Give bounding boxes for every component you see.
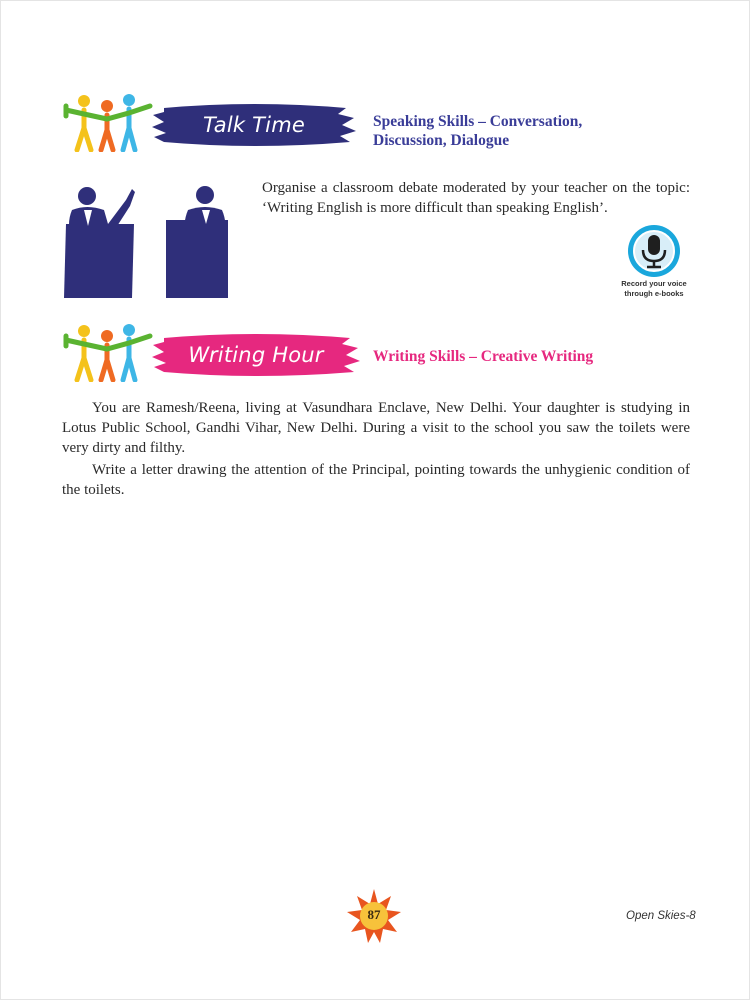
page-number: 87: [367, 907, 381, 922]
speaking-skills-title: [373, 112, 582, 150]
speaking-skills-line2: Discussion, Dialogue: [373, 132, 510, 149]
record-caption-line1: Record your voice: [621, 279, 687, 288]
writing-hour-label: Writing Hour: [188, 343, 324, 367]
debate-speakers-illustration: [62, 180, 232, 300]
writing-skills-title: Writing Skills – Creative Writing: [373, 348, 594, 365]
talk-time-badge: [150, 104, 358, 146]
people-group-icon-2: [62, 322, 154, 382]
record-caption-line2: through e-books: [624, 288, 684, 298]
talk-time-label: Talk Time: [202, 113, 305, 137]
book-title: Open Skies-8: [626, 910, 696, 922]
writing-task-text: [62, 398, 690, 500]
record-voice-caption: [599, 279, 709, 298]
writing-paragraph-1: You are Ramesh/Reena, living at Vasundhara Enclave, New Delhi. Your daughter is studying in Lotus Public School, Gandhi Vihar, New Delhi. During a visit to the school you saw the toilets were very dirty and filthy.: [62, 400, 690, 456]
speaking-skills-line1: Speaking Skills – Conversation,: [373, 113, 583, 130]
writing-paragraph-2: Write a letter drawing the attention of the Principal, pointing towards the unhygienic condition of the toilets.: [62, 462, 690, 498]
writing-hour-badge: [150, 334, 362, 376]
record-voice-button[interactable]: [626, 223, 682, 279]
debate-instruction: Organise a classroom debate moderated by your teacher on the topic: ‘Writing English is more difficult than speaking English’.: [262, 180, 690, 216]
people-group-icon: [62, 92, 154, 152]
